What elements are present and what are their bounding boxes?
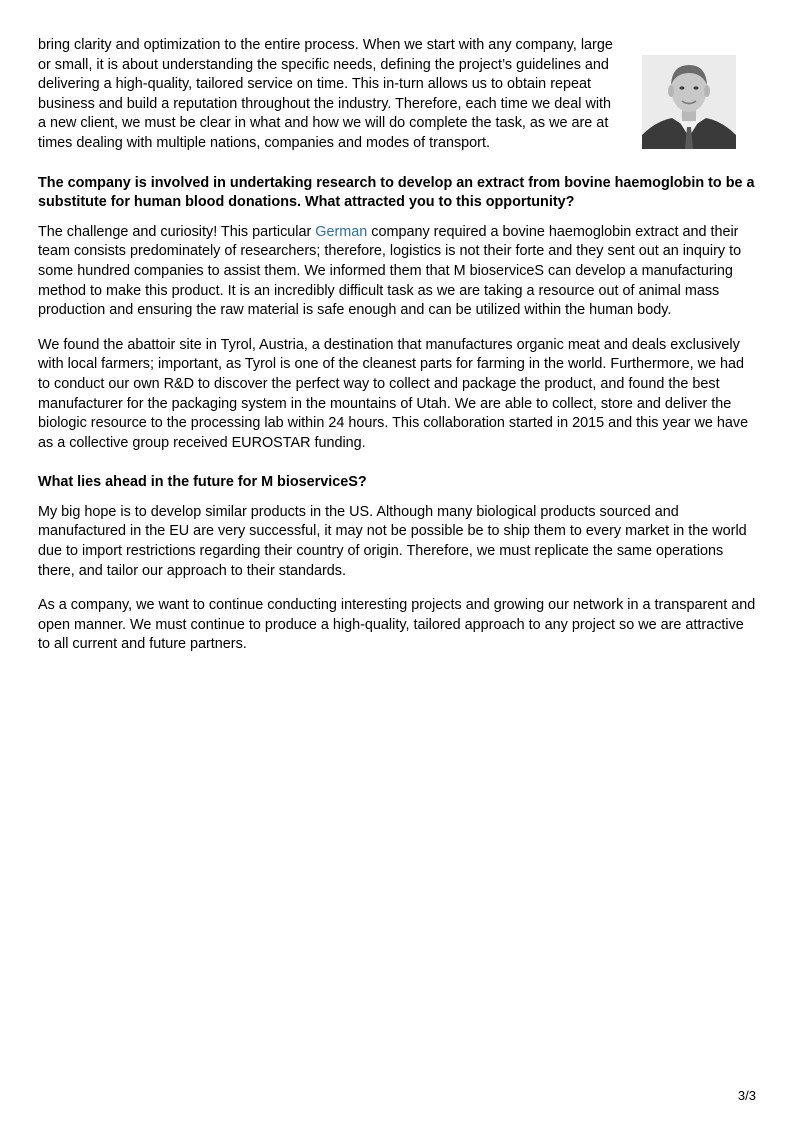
answer-1-text-before: The challenge and curiosity! This particular: [38, 223, 316, 240]
intro-section: [38, 36, 756, 154]
intro-paragraph: bring clarity and optimization to the entire process. When we start with any company, large or small, it is about understanding the specific needs, defining the project’s guidelines and delivering a high-quality, tailored service on time. This in-turn allows us to obtain repeat business and build a reputation throughout the industry. Therefore, each time we deal with a new client, we must be clear in what and how we will do complete the task, as we are at times dealing with multiple nations, companies and modes of transport.: [38, 37, 613, 151]
portrait-photo: [642, 55, 736, 149]
answer-paragraph-1: [38, 223, 756, 321]
page-number: 3/3: [737, 1088, 756, 1103]
answer-paragraph-3: My big hope is to develop similar products in the US. Although many biological products sourced and manufactured in the EU are very successful, it may not be possible be to ship them to every market in the world due to import restrictions regarding their country of origin. Therefore, we must replicate the same operations there, and tailor our approach to their standards.: [38, 503, 747, 579]
article-body: [38, 36, 756, 655]
answer-paragraph-4: As a company, we want to continue conducting interesting projects and growing our network in a transparent and open manner. We must continue to produce a high-quality, tailored approach to any project so we are attractive to all current and future partners.: [38, 597, 756, 653]
answer-paragraph-2: We found the abattoir site in Tyrol, Austria, a destination that manufactures organic meat and deals exclusively with local farmers; important, as Tyrol is one of the cleanest parts for farming in the world. Furthermore, we had to conduct our own R&D to discover the perfect way to collect and package the product, and found the best manufacturer for the packaging system in the mountains of Utah. We are able to collect, store and deliver the biologic resource to the processing lab within 24 hours. This collaboration started in 2015 and this year we have as a collective group received EUROSTAR funding.: [38, 336, 749, 451]
question-heading-1: The company is involved in undertaking research to develop an extract from bovine haemoglobin to be a substitute for human blood donations. What attracted you to this opportunity?: [38, 174, 755, 211]
question-heading-2: What lies ahead in the future for M bioserviceS?: [38, 474, 367, 491]
portrait-image: [642, 55, 736, 149]
german-link[interactable]: German: [315, 223, 368, 240]
answer-1-text-after: company required a bovine haemoglobin extract and their team consists predominately of researchers; therefore, logistics is not their forte and they sent out an inquiry to some hundred companies to assist them. We informed them that M bioserviceS can develop a manufacturing method to make this product. It is an incredibly difficult task as we are taking a resource out of animal mass production and ensuring the raw material is safe enough and can be utilized within the human body.: [38, 223, 742, 319]
